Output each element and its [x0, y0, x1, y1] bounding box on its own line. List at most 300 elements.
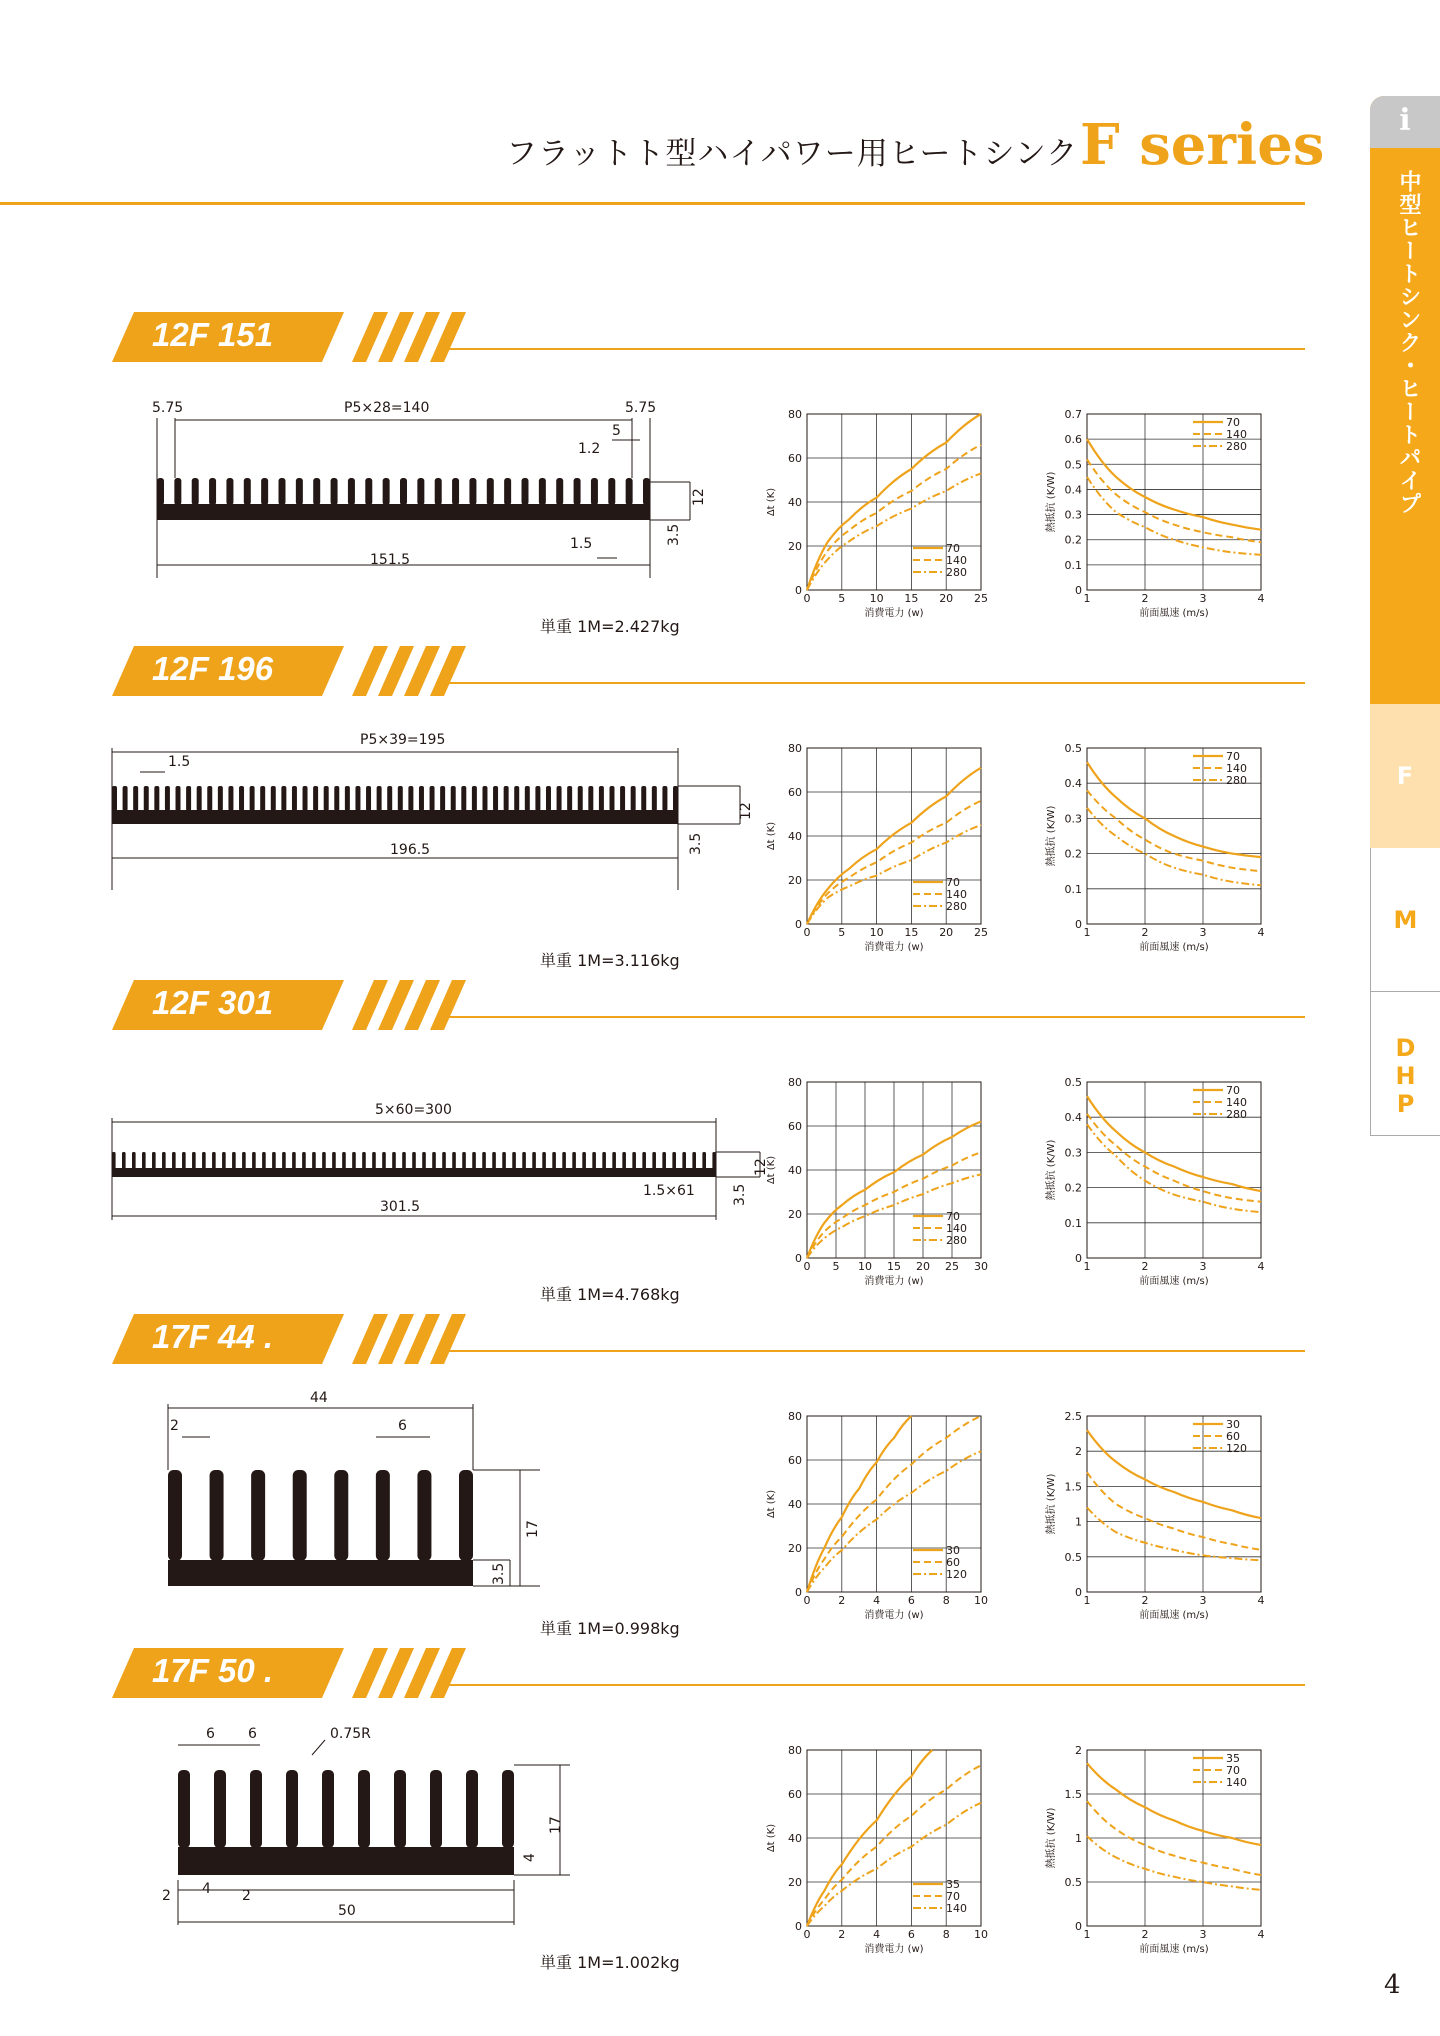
profile-12f151-fin [487, 478, 494, 505]
dimension-label: 196.5 [390, 842, 431, 858]
y-tick-label: 0.4 [1064, 777, 1082, 791]
x-axis-label: 消費電力 (w) [864, 942, 924, 953]
y-tick-label: 0.5 [1064, 1076, 1082, 1089]
profile-12f301-fin [152, 1152, 156, 1169]
profile-12f301-fin [252, 1152, 256, 1169]
profile-12f301-fin [632, 1152, 636, 1169]
y-tick-label: 40 [788, 1164, 802, 1177]
y-axis-label: 熱抵抗 (K/W) [1046, 1807, 1057, 1869]
x-tick-label: 25 [945, 1260, 959, 1273]
y-tick-label: 60 [788, 786, 802, 799]
y-tick-label: 0.2 [1064, 1181, 1082, 1195]
profile-12f196-fin [599, 786, 604, 811]
x-tick-label: 4 [1257, 592, 1265, 605]
profile-12f196-fin [620, 786, 625, 811]
profile-12f301-fin [552, 1152, 556, 1169]
legend-label: 70 [1226, 416, 1240, 429]
y-tick-label: 0 [1075, 584, 1082, 597]
profile-12f151-fin [626, 478, 633, 505]
profile-12f301-fin [412, 1152, 416, 1169]
profile-12f196-fin [408, 786, 413, 811]
legend-label: 140 [1226, 1096, 1247, 1109]
sidebar-top-letter: i [1370, 96, 1440, 148]
x-tick-label: 2 [838, 1928, 846, 1941]
profile-12f301-fin [112, 1152, 116, 1169]
profile-12f151-fin [504, 478, 511, 505]
x-tick-label: 8 [942, 1928, 950, 1941]
legend-label: 140 [946, 888, 967, 901]
profile-12f196-fin [493, 786, 498, 811]
dimension-label: 4 [202, 1881, 211, 1897]
profile-12f151-fin [522, 478, 529, 505]
profile-12f196-fin [281, 786, 286, 811]
profile-12f196-fin [133, 786, 138, 811]
x-tick-label: 1 [1083, 926, 1091, 939]
profile-12f301-fin [222, 1152, 226, 1169]
dimension-label: 1.5 [570, 536, 593, 552]
dimension-label: 1.2 [578, 441, 601, 457]
x-tick-label: 10 [869, 926, 884, 939]
x-axis-label: 前面風速 (m/s) [1139, 1276, 1209, 1287]
profile-12f196-fin [197, 786, 202, 811]
profile-12f301-fin [612, 1152, 616, 1169]
profile-12f196-base [112, 810, 678, 824]
sidebar-item-f[interactable]: F [1370, 704, 1440, 848]
legend-label: 120 [946, 1568, 967, 1581]
legend-label: 70 [946, 1890, 960, 1903]
profile-12f301-fin [602, 1152, 606, 1169]
profile-12f151-fin [226, 478, 233, 505]
profile-12f301-fin [642, 1152, 646, 1169]
profile-12f301-fin [442, 1152, 446, 1169]
profile-12f196-fin [292, 786, 297, 811]
x-tick-label: 15 [904, 926, 919, 939]
profile-12f301-fin [482, 1152, 486, 1169]
y-tick-label: 20 [788, 1208, 802, 1221]
legend-label: 70 [1226, 1084, 1240, 1097]
x-tick-label: 4 [1257, 1928, 1265, 1941]
profile-12f151-fin [383, 478, 390, 505]
y-axis-label: 熱抵抗 (K/W) [1046, 1139, 1057, 1201]
legend-label: 280 [946, 566, 967, 579]
profile-12f151-fin [261, 478, 268, 505]
profile-12f301-fin [132, 1152, 136, 1169]
dimension-label: 3.5 [491, 1562, 507, 1585]
profile-17f44-fin [168, 1470, 182, 1561]
profile-12f196-fin [313, 786, 318, 811]
x-tick-label: 3 [1199, 1928, 1207, 1941]
sidebar-item-m[interactable]: M [1370, 848, 1440, 992]
y-tick-label: 2 [1075, 1744, 1082, 1757]
y-tick-label: 1 [1075, 1832, 1082, 1845]
profile-12f301-fin [452, 1152, 456, 1169]
profile-12f196-fin [440, 786, 445, 811]
legend-label: 140 [946, 554, 967, 567]
dimension-label: 44 [310, 1390, 328, 1406]
profile-12f151-fin [469, 478, 476, 505]
y-tick-label: 0.5 [1064, 1876, 1082, 1889]
profile-12f301-fin [682, 1152, 686, 1169]
profile-12f151-fin [574, 478, 581, 505]
legend-label: 70 [946, 876, 960, 889]
y-tick-label: 60 [788, 1788, 802, 1801]
profile-12f196-fin [228, 786, 233, 811]
unit-weight: 単重 1M=4.768kg [540, 1285, 680, 1304]
profile-12f151-fin [174, 478, 181, 505]
legend-label: 60 [946, 1556, 960, 1569]
x-tick-label: 4 [873, 1928, 881, 1941]
dimension-label: 5.75 [625, 400, 657, 416]
dimension-label: 17 [525, 1520, 541, 1538]
profile-12f301-fin [322, 1152, 326, 1169]
x-axis-label: 前面風速 (m/s) [1139, 608, 1209, 619]
profile-12f196-fin [334, 786, 339, 811]
profile-12f301-fin [382, 1152, 386, 1169]
profile-17f50-fin [286, 1770, 298, 1848]
profile-12f301-fin [342, 1152, 346, 1169]
profile-12f196-fin [662, 786, 667, 811]
sidebar-item-dhp-label: DHP [1391, 1034, 1420, 1118]
profile-12f196-fin [535, 786, 540, 811]
x-axis-label: 消費電力 (w) [864, 1944, 924, 1955]
profile-12f301-fin [182, 1152, 186, 1169]
legend-label: 280 [946, 1234, 967, 1247]
profile-12f301-fin [142, 1152, 146, 1169]
profile-17f50-fin [214, 1770, 226, 1848]
x-tick-label: 4 [1257, 1594, 1265, 1607]
profile-12f301-fin [332, 1152, 336, 1169]
y-tick-label: 60 [788, 1120, 802, 1133]
y-tick-label: 0.4 [1064, 483, 1082, 497]
profile-12f196-fin [260, 786, 265, 811]
profile-12f301-fin [212, 1152, 216, 1169]
profile-12f196-fin [631, 786, 636, 811]
x-tick-label: 8 [942, 1594, 950, 1607]
dimension-label: 5×60=300 [375, 1102, 452, 1118]
profile-17f50-fin [358, 1770, 370, 1848]
profile-12f196-fin [154, 786, 159, 811]
profile-12f151-fin [244, 478, 251, 505]
legend-label: 120 [1226, 1442, 1247, 1455]
unit-weight: 単重 1M=2.427kg [540, 617, 680, 636]
x-tick-label: 6 [907, 1594, 915, 1607]
profile-12f301-fin [312, 1152, 316, 1169]
profile-17f50-fin [502, 1770, 514, 1848]
x-axis-label: 前面風速 (m/s) [1139, 1944, 1209, 1955]
y-tick-label: 0.3 [1064, 508, 1082, 522]
dimension-label: 3.5 [732, 1183, 748, 1206]
y-tick-label: 40 [788, 1832, 802, 1845]
profile-12f301-fin [592, 1152, 596, 1169]
profile-12f301-fin [582, 1152, 586, 1169]
dimension-label: 151.5 [370, 552, 411, 568]
profile-12f196-fin [514, 786, 519, 811]
y-axis-label: 熱抵抗 (K/W) [1046, 1473, 1057, 1535]
profile-12f301-fin [172, 1152, 176, 1169]
y-axis-label: Δt (K) [766, 821, 777, 851]
dimension-label: 1.5 [168, 754, 191, 770]
profile-17f50-fin [322, 1770, 334, 1848]
profile-12f301-fin [402, 1152, 406, 1169]
profile-12f196-fin [144, 786, 149, 811]
x-tick-label: 4 [1257, 1260, 1265, 1273]
y-axis-label: 熱抵抗 (K/W) [1046, 805, 1057, 867]
legend-label: 280 [1226, 1108, 1247, 1121]
unit-weight: 単重 1M=1.002kg [540, 1953, 680, 1972]
legend-label: 280 [1226, 774, 1247, 787]
x-tick-label: 0 [803, 1928, 811, 1941]
y-tick-label: 20 [788, 1542, 802, 1555]
profile-12f301-fin [202, 1152, 206, 1169]
profile-12f196-fin [419, 786, 424, 811]
profile-12f196-fin [430, 786, 435, 811]
profile-12f301-base [112, 1168, 716, 1177]
dimension-label: P5×39=195 [360, 732, 446, 748]
y-tick-label: 0.5 [1064, 1550, 1082, 1564]
x-tick-label: 10 [858, 1260, 872, 1273]
dimension-label: 2 [242, 1888, 251, 1904]
legend-label: 60 [1226, 1430, 1240, 1443]
profile-12f151-fin [192, 478, 199, 505]
profile-17f50-fin [430, 1770, 442, 1848]
profile-12f151-fin [279, 478, 286, 505]
profile-17f44-fin [334, 1470, 348, 1561]
y-tick-label: 0.2 [1064, 533, 1082, 547]
legend-label: 280 [946, 900, 967, 913]
page-number: 4 [1384, 1970, 1401, 2000]
profile-12f301-fin [502, 1152, 506, 1169]
dimension-label: 12 [691, 488, 707, 506]
dimension-label: 6 [398, 1418, 407, 1434]
profile-12f196-fin [366, 786, 371, 811]
x-tick-label: 1 [1083, 1928, 1091, 1941]
y-tick-label: 0.1 [1064, 882, 1082, 896]
x-tick-label: 5 [832, 1260, 840, 1273]
profile-12f196-fin [271, 786, 276, 811]
profile-12f196-fin [461, 786, 466, 811]
x-tick-label: 20 [939, 926, 954, 939]
section-title: 12F 196 [152, 650, 274, 687]
y-tick-label: 2.5 [1064, 1410, 1082, 1423]
x-tick-label: 10 [974, 1928, 988, 1941]
legend-label: 35 [946, 1878, 960, 1891]
y-tick-label: 0.4 [1064, 1111, 1082, 1125]
section-title: 12F 301 [152, 984, 274, 1021]
profile-12f196-fin [387, 786, 392, 811]
x-tick-label: 25 [974, 926, 988, 939]
profile-17f44-fin [459, 1470, 473, 1561]
profile-12f196-fin [186, 786, 191, 811]
x-tick-label: 3 [1199, 926, 1207, 939]
legend-label: 140 [1226, 762, 1247, 775]
y-tick-label: 80 [788, 1744, 802, 1757]
profile-12f301-fin [572, 1152, 576, 1169]
profile-17f50-base [178, 1847, 514, 1875]
profile-12f196-fin [165, 786, 170, 811]
legend-label: 30 [946, 1544, 960, 1557]
profile-12f196-fin [567, 786, 572, 811]
profile-12f196-fin [324, 786, 329, 811]
y-tick-label: 0.1 [1064, 1216, 1082, 1230]
legend-label: 35 [1226, 1752, 1240, 1765]
profile-12f301-fin [672, 1152, 676, 1169]
profile-12f301-fin [432, 1152, 436, 1169]
profile-12f151-fin [452, 478, 459, 505]
profile-12f196-fin [207, 786, 212, 811]
x-tick-label: 30 [974, 1260, 988, 1273]
profile-12f301-fin [232, 1152, 236, 1169]
profile-12f196-fin [377, 786, 382, 811]
y-tick-label: 1.5 [1064, 1480, 1082, 1494]
profile-12f151-fin [417, 478, 424, 505]
dimension-label: 6 [248, 1726, 257, 1742]
profile-12f301-fin [392, 1152, 396, 1169]
legend-label: 140 [1226, 1776, 1247, 1789]
x-tick-label: 2 [1141, 926, 1149, 939]
profile-12f196-fin [482, 786, 487, 811]
x-tick-label: 0 [803, 1594, 811, 1607]
profile-17f44-fin [293, 1470, 307, 1561]
profile-12f196-fin [345, 786, 350, 811]
x-tick-label: 20 [939, 592, 954, 605]
y-tick-label: 0 [795, 584, 802, 597]
profile-17f50-fin [466, 1770, 478, 1848]
y-tick-label: 60 [788, 452, 802, 465]
x-tick-label: 2 [1141, 1594, 1149, 1607]
dimension-label: 50 [338, 1903, 356, 1919]
y-tick-label: 80 [788, 1410, 802, 1423]
profile-17f44-fin [251, 1470, 265, 1561]
profile-12f196-fin [609, 786, 614, 811]
profile-12f196-fin [303, 786, 308, 811]
profile-12f196-fin [451, 786, 456, 811]
profile-17f44-fin [376, 1470, 390, 1561]
profile-12f151-fin [591, 478, 598, 505]
profile-12f151-fin [539, 478, 546, 505]
legend-label: 70 [946, 1210, 960, 1223]
x-axis-label: 消費電力 (w) [864, 1610, 924, 1621]
y-tick-label: 1 [1075, 1515, 1082, 1529]
section-title: 17F 44 . [152, 1318, 274, 1355]
dimension-label: 0.75R [330, 1726, 371, 1742]
profile-12f301-fin [542, 1152, 546, 1169]
profile-12f301-fin [122, 1152, 126, 1169]
x-tick-label: 1 [1083, 1260, 1091, 1273]
y-tick-label: 0.1 [1064, 558, 1082, 572]
y-axis-label: Δt (K) [766, 1823, 777, 1853]
profile-17f50-fin [394, 1770, 406, 1848]
legend-label: 70 [946, 542, 960, 555]
y-tick-label: 0.5 [1064, 742, 1082, 755]
x-tick-label: 15 [904, 592, 919, 605]
x-tick-label: 2 [838, 1594, 846, 1607]
legend-label: 140 [1226, 428, 1247, 441]
profile-12f151-fin [209, 478, 216, 505]
profile-12f301-fin [662, 1152, 666, 1169]
legend-label: 70 [1226, 750, 1240, 763]
profile-12f196-fin [218, 786, 223, 811]
profile-12f301-fin [562, 1152, 566, 1169]
x-tick-label: 1 [1083, 1594, 1091, 1607]
x-tick-label: 0 [803, 592, 811, 605]
profile-12f301-fin [272, 1152, 276, 1169]
y-tick-label: 0.6 [1064, 433, 1082, 447]
dimension-label: 5.75 [152, 400, 184, 416]
legend-label: 280 [1226, 440, 1247, 453]
y-tick-label: 20 [788, 1876, 802, 1889]
sidebar-vertical-label: 中型ヒートシンク・ヒートパイプ [1396, 170, 1421, 515]
profile-12f196-fin [578, 786, 583, 811]
y-tick-label: 40 [788, 830, 802, 843]
x-tick-label: 20 [916, 1260, 930, 1273]
profile-12f301-fin [712, 1152, 716, 1169]
dimension-label: 17 [548, 1816, 564, 1834]
y-axis-label: Δt (K) [766, 1489, 777, 1519]
profile-12f301-fin [192, 1152, 196, 1169]
x-tick-label: 0 [803, 1260, 811, 1273]
x-tick-label: 4 [1257, 926, 1265, 939]
unit-weight: 単重 1M=0.998kg [540, 1619, 680, 1638]
dimension-label: 301.5 [380, 1199, 421, 1215]
y-axis-label: Δt (K) [766, 487, 777, 517]
profile-12f301-fin [512, 1152, 516, 1169]
profile-12f301-fin [462, 1152, 466, 1169]
y-tick-label: 0 [1075, 1252, 1082, 1265]
y-axis-label: Δt (K) [766, 1155, 777, 1185]
profile-12f196-fin [557, 786, 562, 811]
y-tick-label: 60 [788, 1454, 802, 1467]
dimension-label: 12 [738, 802, 754, 820]
y-tick-label: 0 [1075, 918, 1082, 931]
dimension-label: 4 [522, 1853, 538, 1862]
dimension-label: 1.5×61 [643, 1183, 695, 1199]
profile-12f301-fin [262, 1152, 266, 1169]
profile-12f301-fin [472, 1152, 476, 1169]
profile-12f196-fin [250, 786, 255, 811]
dimension-label: 2 [162, 1888, 171, 1904]
y-tick-label: 20 [788, 540, 802, 553]
profile-12f151-fin [348, 478, 355, 505]
section-title: 17F 50 . [152, 1652, 274, 1689]
x-axis-label: 消費電力 (w) [864, 1276, 924, 1287]
y-tick-label: 1.5 [1064, 1788, 1082, 1801]
profile-12f196-fin [239, 786, 244, 811]
section-title: 12F 151 [152, 316, 274, 353]
dimension-label: 12 [753, 1158, 769, 1176]
y-tick-label: 0.3 [1064, 1146, 1082, 1160]
profile-12f151-base [157, 504, 650, 520]
profile-12f301-fin [702, 1152, 706, 1169]
profile-12f301-fin [362, 1152, 366, 1169]
y-axis-label: 熱抵抗 (K/W) [1046, 471, 1057, 533]
profile-12f196-fin [546, 786, 551, 811]
dimension-label: 5 [612, 423, 621, 439]
profile-17f44-fin [210, 1470, 224, 1561]
series-title: F series [1080, 112, 1325, 178]
profile-12f151-fin [331, 478, 338, 505]
profile-12f301-fin [492, 1152, 496, 1169]
y-tick-label: 0.3 [1064, 812, 1082, 826]
y-tick-label: 40 [788, 496, 802, 509]
legend-label: 140 [946, 1902, 967, 1915]
profile-12f151-fin [296, 478, 303, 505]
x-tick-label: 2 [1141, 1928, 1149, 1941]
y-tick-label: 0.2 [1064, 847, 1082, 861]
profile-12f151-fin [313, 478, 320, 505]
unit-weight: 単重 1M=3.116kg [540, 951, 680, 970]
profile-12f301-fin [242, 1152, 246, 1169]
profile-12f151-fin [643, 478, 650, 505]
